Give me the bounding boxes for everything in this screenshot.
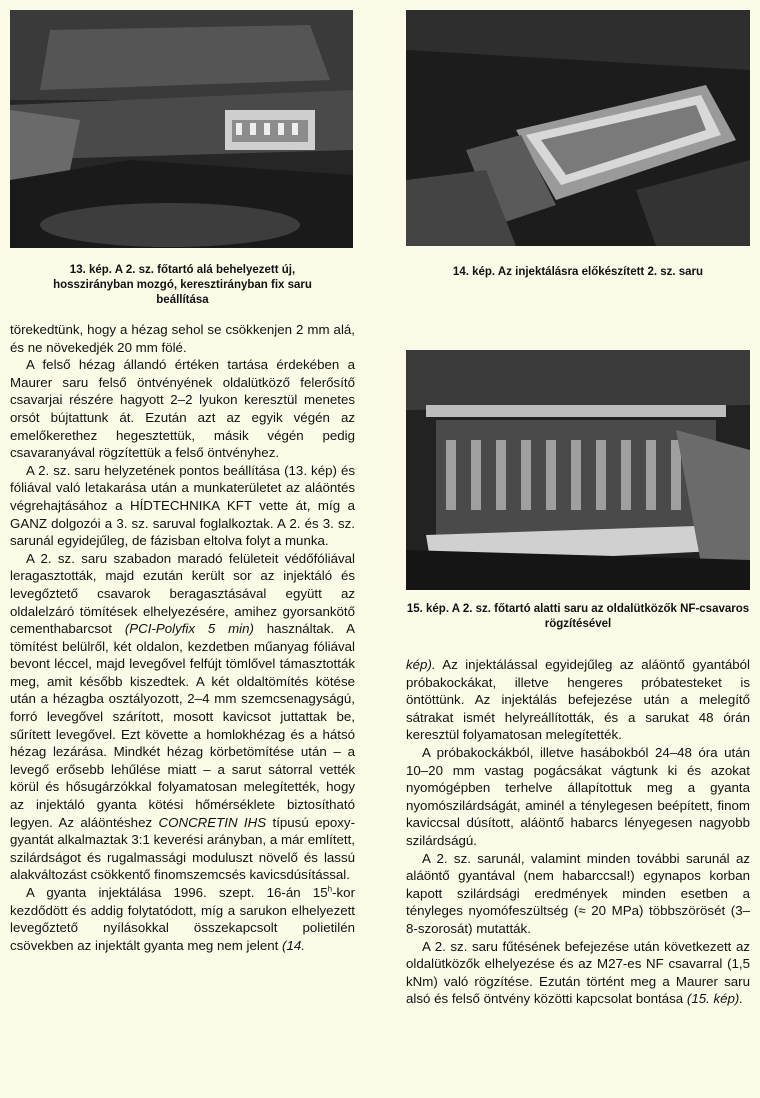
photo-fig13: [10, 10, 353, 248]
paragraph: A 2. sz. saru helyzetének pontos beállítása (13. kép) és fóliával való letakarása után a munkaterületet az aláöntés végrehajtásához a HÍDTECHNIKA KFT vette át, míg a GANZ dolgozói a 3. sz. saruval foglalkoztak. A 2. és 3. sz. sarunál egyidejűleg, de fázisban eltolva folyt a munka.: [10, 462, 355, 549]
paragraph: törekedtünk, hogy a hézag sehol se csökkenjen 2 mm alá, és ne növekedjék 20 mm fölé.: [10, 322, 355, 355]
paragraph: A gyanta injektálása 1996. szept. 16-án 15$^h$-kor kezdődött és addig folytatódott, míg a sarukon elhelyezett levegőztető nyílásokkal összekapcsolt polietilén csövekben az injektált gyanta meg nem jelent (14.: [10, 884, 355, 953]
paragraph: kép). Az injektálással egyidejűleg az aláöntő gyantából próbakockákat, illetve hengeres próbatesteket is öntöttünk. Az injektálás befejezése után a melegítő sátrakat ismét helyreállították, és a sarukat 48 órán keresztül folyamatosan melegítették.: [406, 657, 750, 743]
left-column: [10, 321, 355, 954]
paragraph: A 2. sz. saru szabadon maradó felületeit védőfóliával leragasztották, majd ezután került sor az injektáló és levegőztető csavarok beragasztásával együtt az oldalelzáró tömítések elhelyezésére, amihez gyorsankötő cementhabarcsot (PCI-Polyfix 5 min) használtak. A tömítést belülről, két oldalon, kezdetben műanyag fóliával bevont léccel, majd levegővel felfújt tömlővel támasztották meg, amit később kiszedtek. A két oldaltömítés kötése után a hézagba osztályozott, 2–4 mm szemcsenagyságú, forró levegővel szárított, mosott kavicsot juttattak be, sűrített levegővel. Ezt követte a homlokhézag és a hátsó hézag lezárása. Mindkét hézag körbetömítése után – a levegő erősebb lehűlése miatt – a sarut sátorral vették körül és hősugárzókkal folyamatosan melegítették, hogy az injektáló gyanta kötési hőmérséklete biztosítható legyen. Az aláöntéshez CONCRETIN IHS típusú epoxy-gyantát alkalmaztak 3:1 keverési arányban, a már említett, szilárdságot és rugalmassági moduluszt növelő és lassú alakváltozást csökkentő finomszemcsés kavicsdúsítással.: [10, 550, 356, 883]
right-column: [406, 656, 750, 1008]
caption-fig13: 13. kép. A 2. sz. főtartó alá behelyezett új, hosszirányban mozgó, keresztirányban fix saru beállítása: [53, 264, 312, 306]
photo-fig14: [406, 10, 750, 246]
paragraph: A 2. sz. sarunál, valamint minden további sarunál az aláöntő gyantával (nem habarccsal!) egynapos korban kapott szilárdsági eredmények minden esetben a tényleges nyomófeszültség (≈ 20 MPa) többszörösét (3–8-szorosát) mutatták.: [406, 850, 750, 936]
caption-fig14: 14. kép. Az injektálásra előkészített 2. sz. saru: [452, 266, 704, 278]
photo-fig15: [406, 350, 750, 590]
paragraph: A próbakockákból, illetve hasábokból 24–48 óra után 10–20 mm vastag pogácsákat vágtunk ki és azokat nyomógépben terhelve állapítottuk meg a gyanta nyomószilárdságát, aminél a ténylegesen beépített, finom kaviccsal dúsított, aláöntő habarcs lényegesen nagyobb szilárdságú.: [406, 744, 750, 848]
caption-fig15: 15. kép. A 2. sz. főtartó alatti saru az oldalütközők NF-csavaros rögzítésével: [406, 603, 750, 630]
paragraph: A felső hézag állandó értéken tartása érdekében a Maurer saru felső öntvényének oldalütköző felerősítő csavarjai részére hagyott 2–2 lyukon keresztül menetes orsót bújtattunk át. Ezután azt az egyik végén az emelőkerethez hegesztettük, másik végén pedig csavaranyával rögzítettük a felső öntvényhez.: [10, 357, 355, 461]
paragraph: A 2. sz. saru fűtésének befejezése után következett az oldalütközők elhelyezése és az M27-es NF csavarral (1,5 kNm) való rögzítése. Ezután történt meg a Maurer saru alsó és felső öntvény közötti kapcsolat bontása (15. kép).: [406, 938, 750, 1007]
